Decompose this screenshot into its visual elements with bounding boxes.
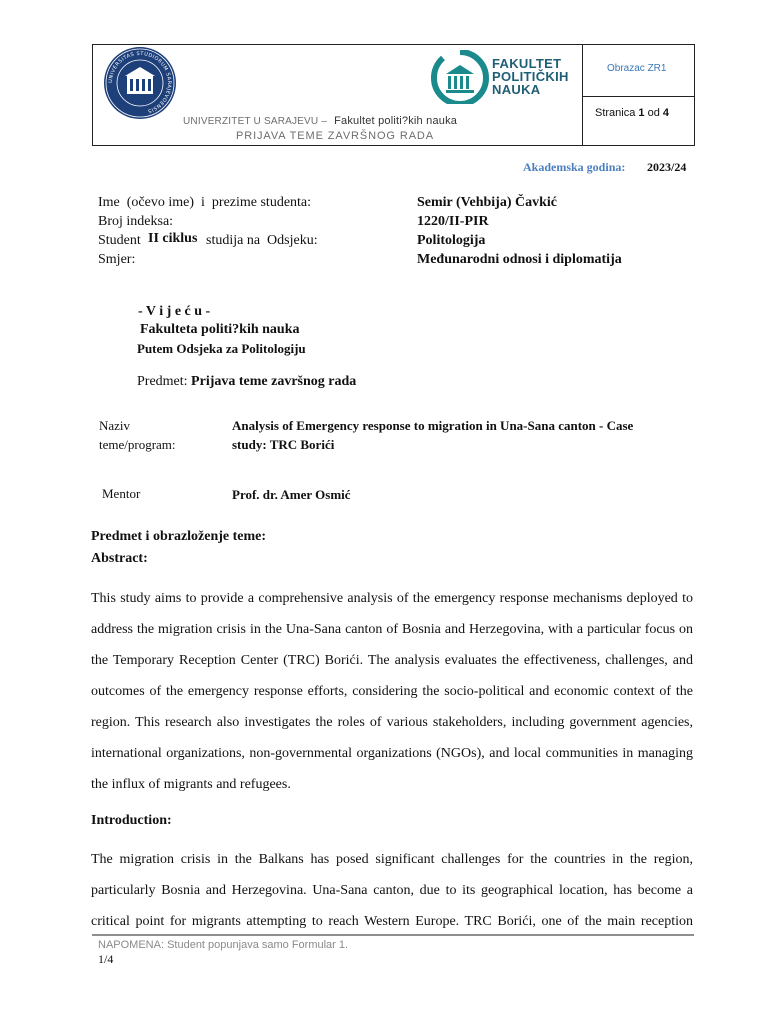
student-name-label: Ime (očevo ime) i prezime studenta: — [98, 195, 312, 210]
university-seal-logo — [103, 46, 177, 120]
student-label: Student — [98, 233, 141, 248]
introduction-heading: Introduction: — [91, 813, 172, 828]
addressee-line3: Putem Odsjeka za Politologiju — [137, 341, 306, 356]
abstract-line: the Temporary Reception Center (TRC) Borići. The analysis evaluates the effectiveness, challenges, and — [91, 653, 693, 668]
abstract-heading: Abstract: — [91, 551, 148, 566]
topic-value-line1: Analysis of Emergency response to migration in Una-Sana canton - Case — [232, 418, 634, 433]
academic-year-label: Akademska godina: — [523, 160, 626, 174]
addressee-line1: - V i j e ć u - — [138, 304, 211, 319]
academic-year-value: 2023/24 — [647, 160, 687, 174]
index-label: Broj indeksa: — [98, 214, 174, 229]
introduction-paragraph — [91, 844, 693, 937]
page-of: od — [647, 107, 660, 119]
study-department-label: studija na Odsjeku: — [206, 233, 318, 248]
direction-label: Smjer: — [98, 252, 136, 267]
footer-note: NAPOMENA: Student popunjava samo Formular 1. — [98, 939, 349, 951]
mentor-value: Prof. dr. Amer Osmić — [232, 487, 351, 502]
page-total: 4 — [662, 107, 670, 119]
form-code: Obrazac ZR1 — [607, 63, 667, 74]
department-value: Politologija — [417, 233, 486, 248]
study-cycle-value: II ciklus — [148, 231, 198, 246]
subject-value: Prijava teme završnog rada — [191, 374, 357, 389]
logo-text-line1: FAKULTET — [492, 56, 562, 71]
page-indicator — [595, 107, 669, 119]
logo-text-line3: NAUKA — [492, 82, 541, 97]
subject-label: Predmet: — [137, 374, 188, 389]
abstract-line: international organizations, non-governmental organizations (NGOs), and local communities in managing — [91, 746, 693, 761]
addressee-line2: Fakulteta politi?kih nauka — [140, 322, 300, 337]
page-current: 1 — [638, 107, 645, 119]
abstract-line: outcomes of the emergency response efforts, considering the socio-political and economic context of the — [91, 684, 693, 699]
abstract-line: address the migration crisis in the Una-Sana canton of Bosnia and Herzegovina, with a particular focus on — [91, 622, 693, 637]
seal-text: UNIVERSITAS STUDIORUM SARAJEVOENSIS — [107, 50, 173, 114]
abstract-line: region. This research also investigates the roles of various stakeholders, including government agencies, — [91, 715, 693, 730]
page-prefix: Stranica — [595, 107, 636, 119]
university-name-label: UNIVERZITET U SARAJEVU – — [183, 116, 328, 127]
index-value: 1220/II-PIR — [417, 214, 489, 229]
abstract-line: the influx of migrants and refugees. — [91, 777, 291, 792]
section-heading: Predmet i obrazloženje teme: — [91, 529, 267, 544]
form-title: PRIJAVA TEME ZAVRŠNOG RADA — [236, 130, 435, 142]
university-name — [183, 115, 457, 127]
footer-page-number: 1/4 — [98, 952, 114, 966]
topic-label-line1: Naziv — [99, 418, 131, 433]
header-divider — [582, 44, 583, 146]
introduction-line: particularly Bosnia and Herzegovina. Una-Sana canton, due to its geographical location, has become a — [91, 883, 693, 898]
subject-line — [137, 374, 356, 390]
header-divider — [582, 96, 695, 97]
abstract-line: This study aims to provide a comprehensive analysis of the emergency response mechanisms deployed to — [91, 591, 693, 606]
student-name-value: Semir (Vehbija) Čavkić — [417, 195, 557, 210]
introduction-line: critical point for migrants attempting to reach Western Europe. TRC Borići, one of the main reception — [91, 914, 693, 929]
logo-text-line2: POLITIČKIH — [492, 69, 569, 84]
faculty-short-name: Fakultet politi?kih nauka — [334, 115, 458, 127]
direction-value: Međunarodni odnosi i diplomatija — [417, 252, 622, 267]
faculty-logo — [431, 50, 489, 104]
mentor-label: Mentor — [102, 486, 141, 501]
abstract-paragraph — [91, 583, 693, 800]
introduction-line: The migration crisis in the Balkans has posed significant challenges for the countries in the region, — [91, 852, 693, 867]
footer-divider — [92, 934, 694, 936]
topic-value-line2: study: TRC Borići — [232, 437, 335, 452]
topic-label-line2: teme/program: — [99, 437, 176, 452]
